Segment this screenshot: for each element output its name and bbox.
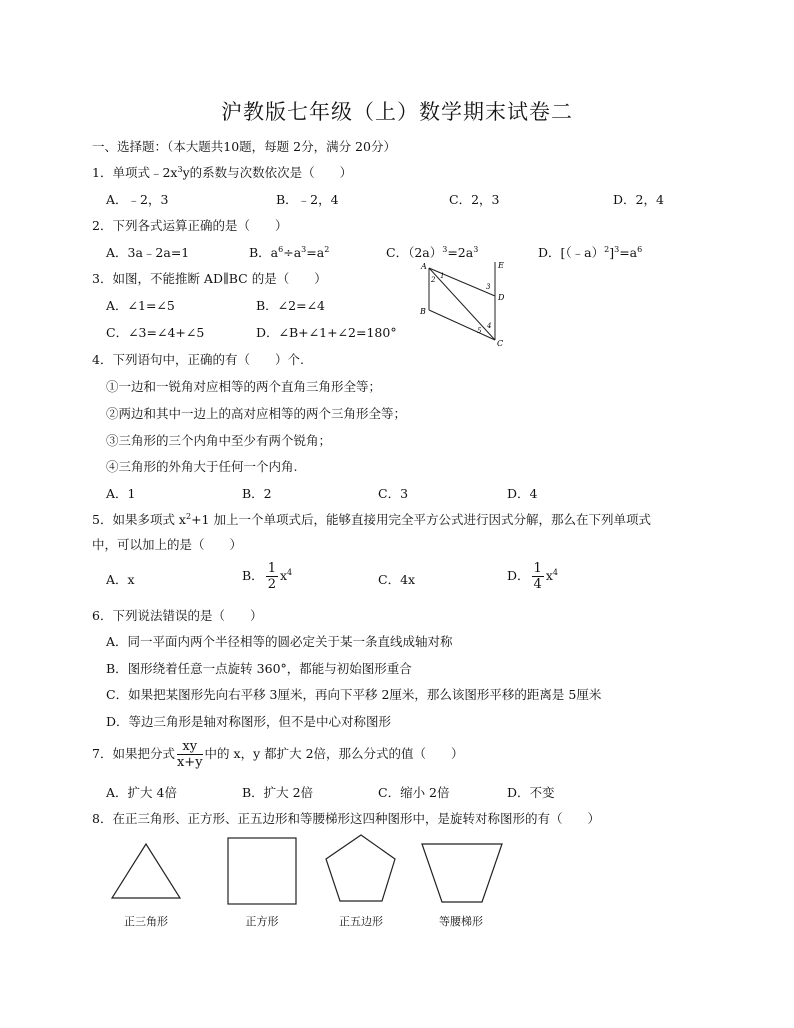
- q5-exponent: 2: [185, 511, 192, 521]
- question-2-stem: 2．下列各式运算正确的是（ ）: [92, 218, 288, 233]
- question-6-stem: 6．下列说法错误的是（ ）: [92, 608, 263, 623]
- shape-label-trapezoid: 等腰梯形: [439, 915, 483, 928]
- question-8-stem: 8．在正三角形、正方形、正五边形和等腰梯形这四种图形中，是旋转对称图形的有（ ）: [92, 811, 600, 826]
- q7-fraction: [177, 740, 203, 769]
- angle-label-3: 3: [486, 283, 491, 291]
- q7-stem-part: 中的 x，y 都扩大 2倍，那么分式的值（ ）: [204, 746, 464, 761]
- shape-label-square: 正方形: [245, 915, 279, 928]
- q5-option-d[interactable]: [507, 562, 558, 591]
- q4-statement-2: ②两边和其中一边上的高对应相等的两个三角形全等；: [106, 406, 407, 421]
- equilateral-triangle-shape: [112, 844, 180, 898]
- label-c: C: [497, 339, 504, 348]
- q2-option-b[interactable]: [249, 243, 329, 261]
- q2c-exp: 3: [442, 244, 448, 254]
- q2b-exp: 6: [278, 244, 284, 254]
- q5d-fraction: [532, 562, 544, 591]
- q2b-part: =a: [306, 245, 325, 260]
- q7-numerator: xy: [177, 740, 203, 755]
- q2d-exp: 3: [614, 244, 620, 254]
- question-5-stem-line2: 中，可以加上的是（ ）: [92, 537, 243, 552]
- q3-option-d[interactable]: D．∠B+∠1+∠2=180°: [256, 325, 397, 340]
- q4-statement-3: ③三角形的三个内角中至少有两个锐角；: [106, 433, 332, 448]
- q4-option-a[interactable]: A．1: [106, 486, 136, 501]
- label-b: B: [420, 307, 426, 316]
- q1-option-c[interactable]: C．2，3: [449, 192, 500, 207]
- page-title: 沪教版七年级（上）数学期末试卷二: [221, 100, 573, 124]
- q2d-part: =a: [619, 245, 638, 260]
- section-heading: 一、选择题：（本大题共10题，每题 2分，满分 20分）: [92, 139, 396, 154]
- q1-option-a[interactable]: A．﹣2，3: [106, 192, 169, 207]
- q3-geometry-figure: [415, 258, 515, 352]
- q5b-fraction: [266, 562, 278, 591]
- label-a: A: [421, 262, 427, 271]
- q5d-numerator: 1: [533, 561, 542, 576]
- q2-option-d[interactable]: [538, 243, 642, 261]
- label-e: E: [498, 261, 504, 270]
- q3-option-a[interactable]: A．∠1=∠5: [106, 298, 175, 313]
- segment-ac: [429, 268, 495, 340]
- regular-pentagon-shape: [326, 835, 395, 901]
- q7-option-b[interactable]: B．扩大 2倍: [242, 785, 314, 800]
- q2c-part: C．（2a）: [386, 245, 443, 260]
- square-shape: [228, 838, 296, 904]
- q2b-part: ÷a: [283, 245, 302, 260]
- angle-label-4: 4: [487, 322, 492, 330]
- q3-option-b[interactable]: B．∠2=∠4: [256, 298, 326, 313]
- q2c-part: =2a: [447, 245, 474, 260]
- q2b-part: B．a: [249, 245, 279, 260]
- angle-label-5: 5: [477, 327, 482, 335]
- q1-option-b[interactable]: B．﹣2，4: [276, 192, 339, 207]
- angle-label-2: 2: [431, 276, 436, 284]
- q4-statement-1: ①一边和一锐角对应相等的两个直角三角形全等；: [106, 379, 382, 394]
- q2d-part: D．[（﹣a）: [538, 245, 605, 260]
- q7-option-a[interactable]: A．扩大 4倍: [106, 785, 177, 800]
- q6-option-c[interactable]: C．如果把某图形先向右平移 3厘米，再向下平移 2厘米，那么该图形平移的距离是 5厘米: [106, 687, 602, 702]
- q4-option-c[interactable]: C．3: [378, 486, 409, 501]
- q7-option-c[interactable]: C．缩小 2倍: [378, 785, 450, 800]
- q2b-exp: 2: [324, 244, 330, 254]
- q1-stem-part: y的系数与次数依次是（ ）: [182, 165, 353, 180]
- q5d-variable: x: [545, 568, 553, 583]
- q5b-numerator: 1: [267, 561, 276, 576]
- q5-stem-part: 5．如果多项式 x: [92, 512, 186, 527]
- q1-stem-part: 1．单项式﹣2x: [92, 165, 178, 180]
- q1-option-d[interactable]: D．2，4: [613, 192, 664, 207]
- q6-option-b[interactable]: B．图形绕着任意一点旋转 360°，都能与初始图形重合: [106, 661, 412, 676]
- question-1-stem: [92, 163, 352, 181]
- segment-bc: [429, 310, 495, 340]
- question-7-stem: [92, 740, 464, 769]
- shape-label-triangle: 正三角形: [124, 915, 168, 928]
- isosceles-trapezoid-shape: [422, 844, 502, 902]
- q5b-variable: x: [279, 568, 288, 583]
- q1-exponent: 3: [177, 164, 183, 174]
- q5b-denominator: 2: [267, 577, 276, 592]
- segment-ad: [429, 268, 495, 296]
- q6-option-d[interactable]: D．等边三角形是轴对称图形，但不是中心对称图形: [106, 714, 392, 729]
- q4-option-b[interactable]: B．2: [242, 486, 272, 501]
- q5b-label: B．: [242, 568, 264, 583]
- q2d-part: ]: [609, 245, 615, 260]
- q2d-exp: 6: [637, 244, 643, 254]
- shape-label-pentagon: 正五边形: [339, 915, 383, 928]
- q5-stem-part: +1 加上一个单项式后，能够直接用完全平方公式进行因式分解，那么在下列单项式: [191, 512, 651, 527]
- q4-statement-4: ④三角形的外角大于任何一个内角.: [106, 459, 298, 474]
- q5-option-b[interactable]: [242, 562, 292, 591]
- q5b-exponent: 4: [287, 567, 293, 577]
- q2b-exp: 3: [301, 244, 307, 254]
- question-4-stem: 4．下列语句中，正确的有（ ）个.: [92, 352, 304, 367]
- q2c-exp: 3: [473, 244, 479, 254]
- q5-option-a[interactable]: A．x: [106, 572, 135, 587]
- question-5-stem: [92, 510, 651, 528]
- q7-stem-part: 7．如果把分式: [92, 746, 175, 761]
- q5d-denominator: 4: [533, 577, 542, 592]
- q2d-exp: 2: [604, 244, 610, 254]
- q2-option-a[interactable]: A．3a﹣2a=1: [106, 245, 190, 260]
- q4-option-d[interactable]: D．4: [507, 486, 538, 501]
- q8-shapes-figure: [100, 832, 520, 912]
- question-3-stem: 3．如图，不能推断 AD∥BC 的是（ ）: [92, 271, 327, 286]
- label-d: D: [498, 293, 505, 302]
- angle-label-1: 1: [440, 272, 445, 280]
- q3-option-c[interactable]: C．∠3=∠4+∠5: [106, 325, 205, 340]
- q5-option-c[interactable]: C．4x: [378, 572, 416, 587]
- q6-option-a[interactable]: A．同一平面内两个半径相等的圆必定关于某一条直线成轴对称: [106, 634, 453, 649]
- q7-option-d[interactable]: D．不变: [507, 785, 555, 800]
- q5d-exponent: 4: [552, 567, 558, 577]
- q7-denominator: x+y: [176, 755, 203, 770]
- q5d-label: D．: [507, 568, 530, 583]
